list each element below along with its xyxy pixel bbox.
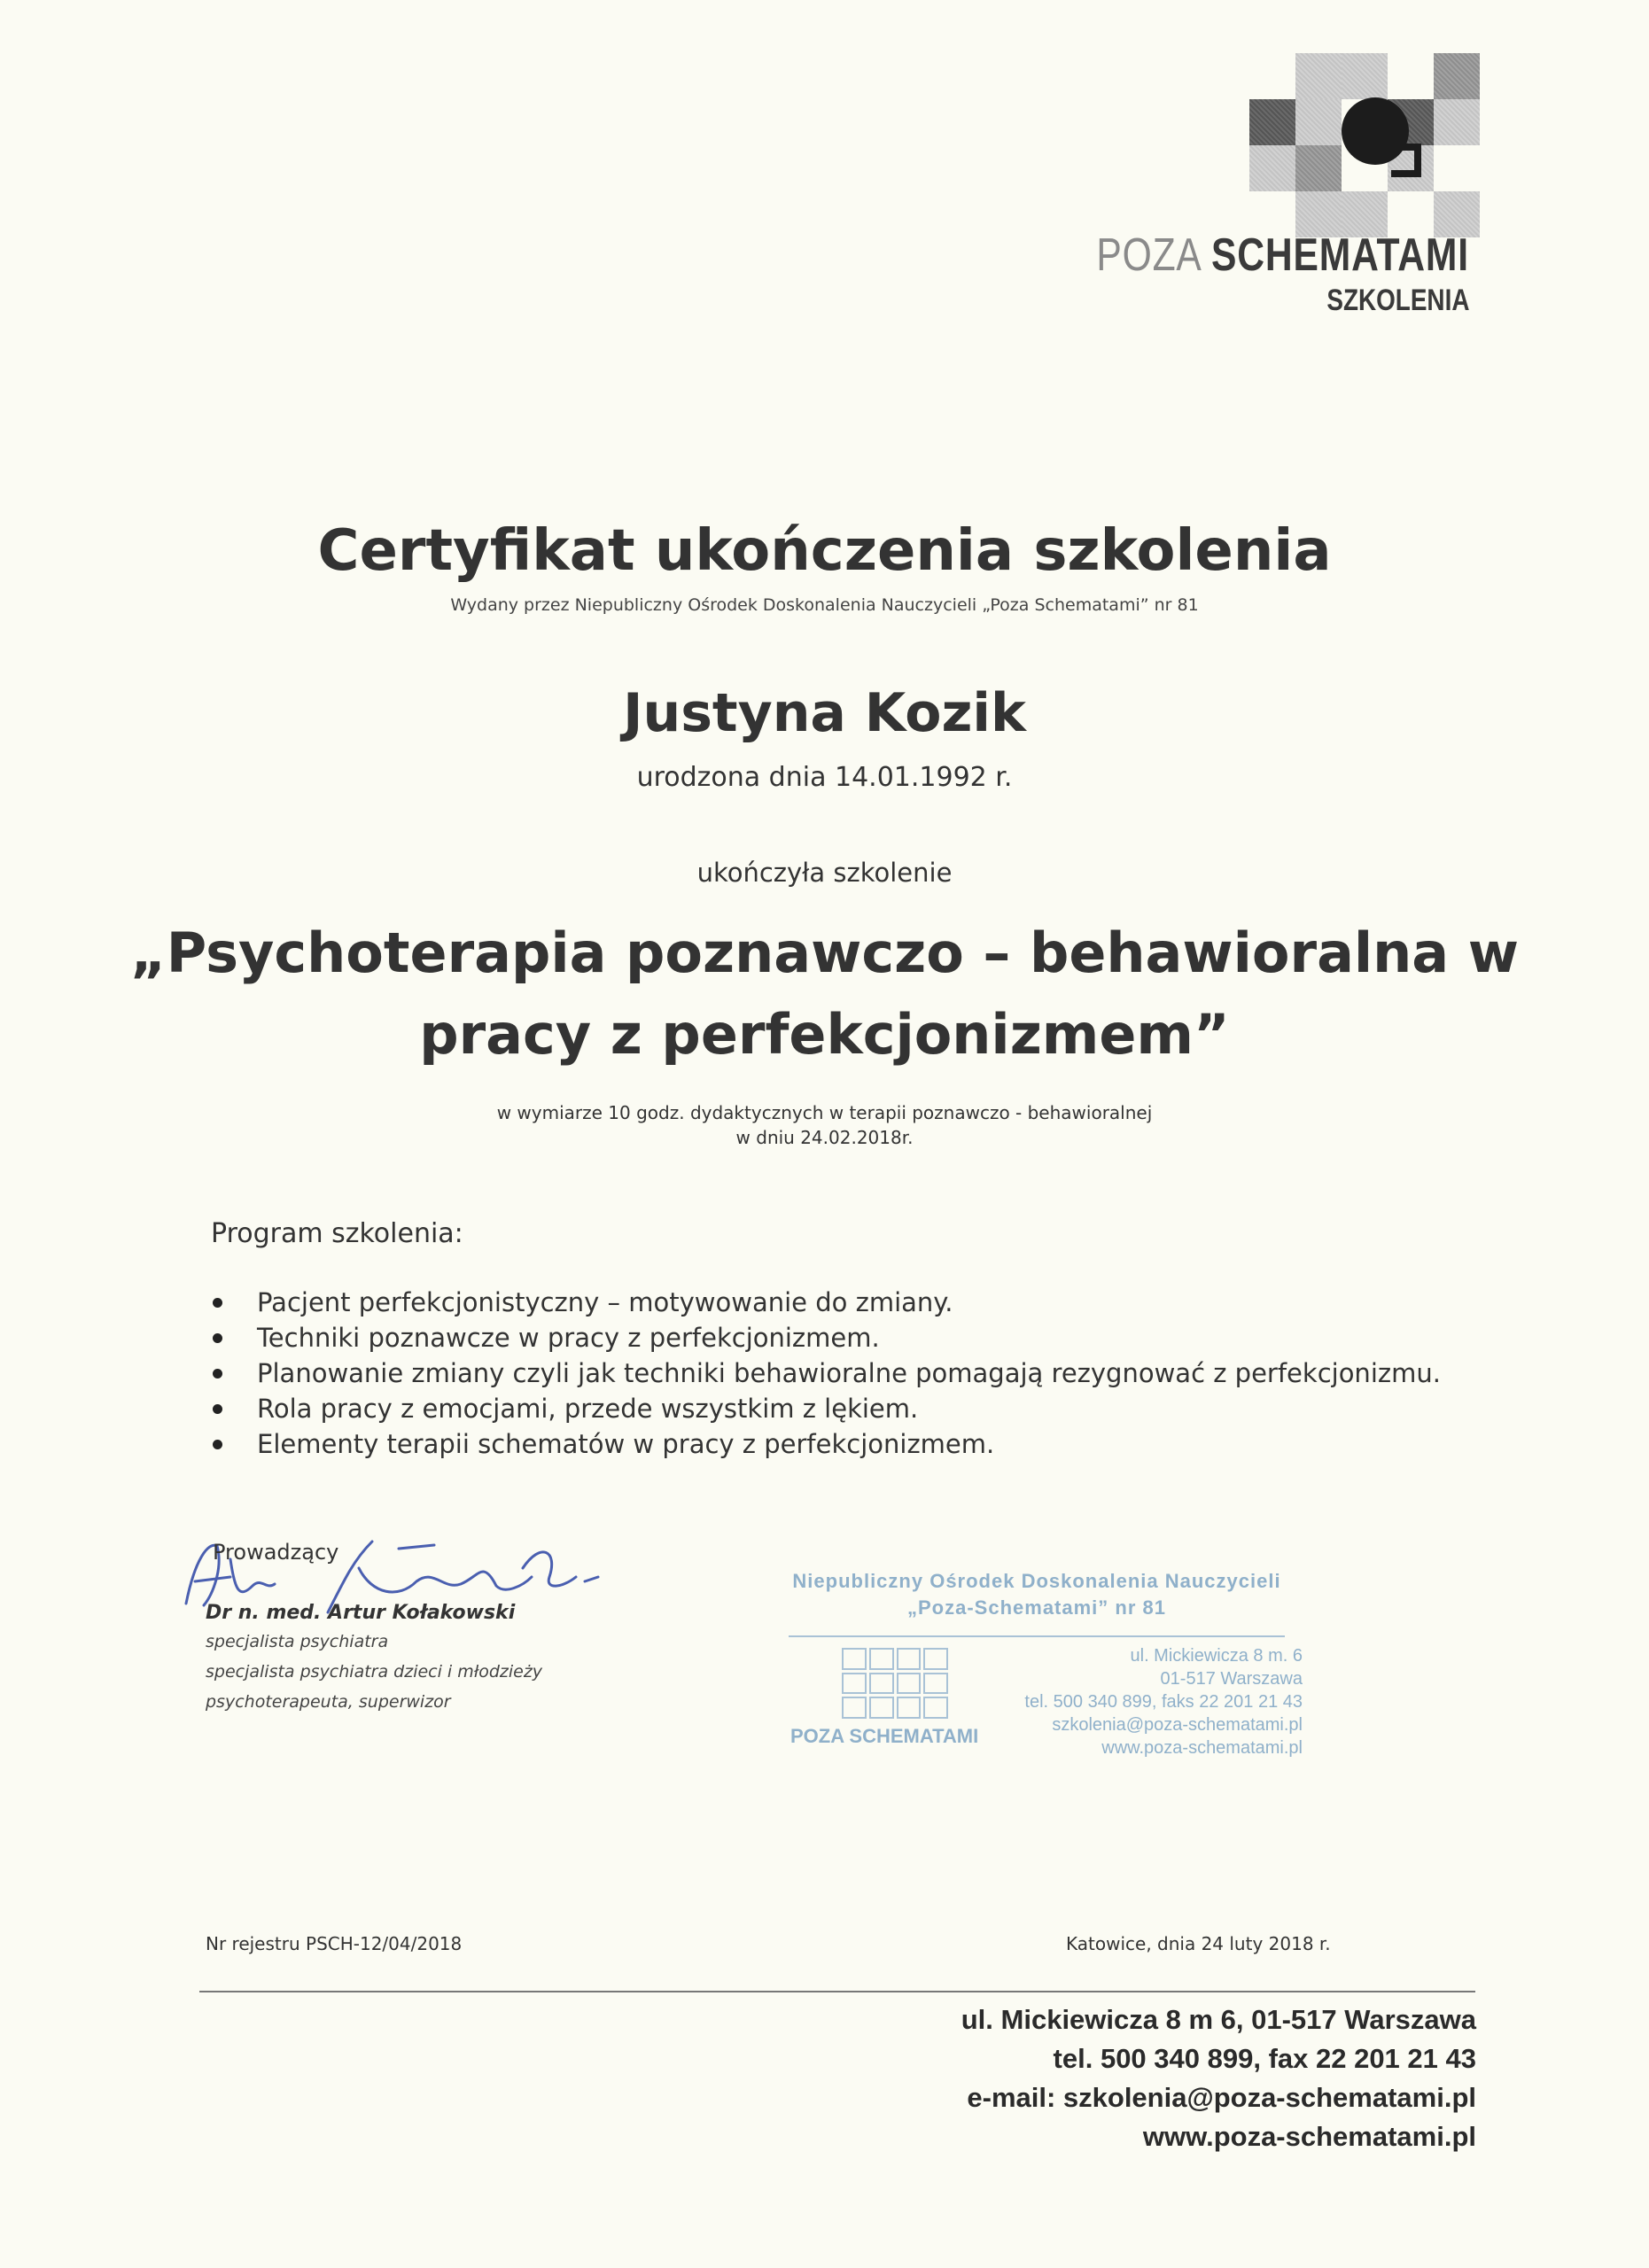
footer-email: e-mail: szkolenia@poza-schematami.pl	[967, 2082, 1476, 2113]
hours-line: w wymiarze 10 godz. dydaktycznych w terapii poznawczo - behawioralnej	[496, 1102, 1153, 1123]
leader-title: psychoterapeuta, superwizor	[206, 1692, 451, 1712]
stamp-logo-icon	[842, 1648, 948, 1719]
list-item: Rola pracy z emocjami, przede wszystkim z lękiem.	[211, 1391, 1441, 1426]
list-item: Elementy terapii schematów w pracy z perfekcjonizmem.	[211, 1426, 1441, 1462]
recipient-name: Justyna Kozik	[623, 682, 1026, 744]
list-item: Planowanie zmiany czyli jak techniki behawioralne pomagają rezygnować z perfekcjonizmu.	[211, 1355, 1441, 1391]
leader-title: specjalista psychiatra	[206, 1632, 389, 1651]
completed-label: ukończyła szkolenie	[696, 858, 953, 888]
program-label: Program szkolenia:	[211, 1218, 463, 1249]
leader-title: specjalista psychiatra dzieci i młodzieży	[206, 1662, 543, 1682]
course-title-line: „Psychoterapia poznawczo – behawioralna w	[129, 920, 1519, 985]
footer-website: www.poza-schematami.pl	[1142, 2121, 1476, 2152]
stamp-address-line: tel. 500 340 899, faks 22 201 21 43	[1024, 1692, 1303, 1712]
footer-phone: tel. 500 340 899, fax 22 201 21 43	[1053, 2043, 1476, 2074]
course-title-line: pracy z perfekcjonizmem”	[419, 1002, 1230, 1067]
registry-number: Nr rejestru PSCH-12/04/2018	[206, 1933, 463, 1954]
certificate-title: Certyfikat ukończenia szkolenia	[317, 518, 1332, 584]
institution-stamp	[789, 1570, 1303, 1774]
circle-logo-icon	[1329, 85, 1427, 183]
course-title	[0, 913, 1649, 1076]
divider	[199, 1991, 1475, 1992]
issued-by: Wydany przez Niepubliczny Ośrodek Doskonalenia Nauczycieli „Poza Schematami” nr 81	[450, 595, 1199, 615]
list-item: Techniki poznawcze w pracy z perfekcjonizmem.	[211, 1320, 1441, 1355]
stamp-name-line: Niepubliczny Ośrodek Doskonalenia Nauczycieli	[792, 1570, 1281, 1592]
list-item: Pacjent perfekcjonistyczny – motywowanie do zmiany.	[211, 1285, 1441, 1320]
footer-address: ul. Mickiewicza 8 m 6, 01-517 Warszawa	[961, 2004, 1476, 2035]
program-list	[211, 1285, 1441, 1462]
logo-wordmark: POZA SCHEMATAMI	[1096, 229, 1469, 281]
leader-name: Dr n. med. Artur Kołakowski	[206, 1602, 516, 1624]
birth-date: urodzona dnia 14.01.1992 r.	[636, 762, 1013, 793]
leader-label: Prowadzący	[213, 1540, 339, 1565]
stamp-address-line: ul. Mickiewicza 8 m. 6	[1130, 1646, 1303, 1666]
stamp-brand: POZA SCHEMATAMI	[790, 1725, 979, 1747]
course-hours	[0, 1100, 1649, 1150]
hours-line: w dniu 24.02.2018r.	[735, 1127, 914, 1148]
logo-subtitle: SZKOLENIA	[1326, 284, 1469, 317]
place-date: Katowice, dnia 24 luty 2018 r.	[1066, 1933, 1331, 1954]
company-logo	[1096, 51, 1480, 326]
stamp-address-line: www.poza-schematami.pl	[1101, 1738, 1303, 1758]
stamp-address-line: 01-517 Warszawa	[1160, 1669, 1303, 1689]
stamp-address-line: szkolenia@poza-schematami.pl	[1052, 1715, 1303, 1735]
stamp-name-line: „Poza-Schematami” nr 81	[907, 1596, 1166, 1619]
